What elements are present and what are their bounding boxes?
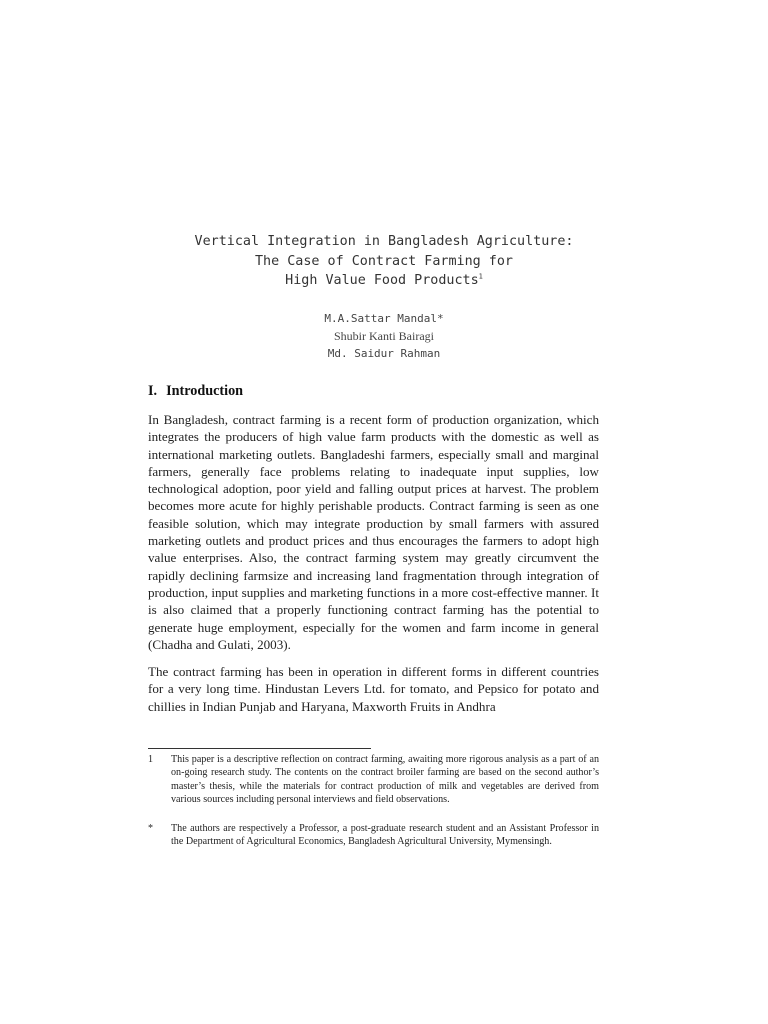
footnote-2 [148,822,599,849]
author-1: M.A.Sattar Mandal* [324,312,444,325]
paragraph-1: In Bangladesh, contract farming is a recent form of production organization, which integrates the producers of high value farm products with the domestic as well as international marketing outlets. Bangladeshi farmers, especially small and marginal farmers, generally face problems relating to inadequate input supplies, low technological adoption, poor yield and falling output prices at harvest. The problem becomes more acute for highly perishable products. Contract farming is seen as one feasible solution, which may integrate production by small farmers with assured marketing outlets and product prices and thus encourages the farmers to adopt high value enterprises. Also, the contract farming system may greatly circumvent the rapidly declining farmsize and increasing land fragmentation through integration of production, input supplies and marketing functions in a more cost-effective manner. It is also claimed that a properly functioning contract farming has the potential to generate huge employment, especially for the women and farm income in general (Chadha and Gulati, 2003). [148,412,599,652]
title-line-1: Vertical Integration in Bangladesh Agriculture: [194,234,574,249]
section-title: Introduction [166,383,244,399]
footnote-2-text: The authors are respectively a Professor, a post-graduate research student and an Assistant Professor in the Department of Agricultural Economics, Bangladesh Agricultural University, Mymensingh. [171,823,599,848]
section-heading [148,383,243,400]
title-line-2: The Case of Contract Farming for [255,253,513,269]
author-list [0,310,768,363]
section-number: I. [148,383,158,399]
title-footnote-ref: 1 [478,272,483,281]
title-line-3-text: High Value Food Products [285,273,479,288]
author-3: Md. Saidur Rahman [327,347,441,360]
footnote-2-mark: * [148,823,154,834]
footnote-divider [148,748,371,749]
footnote-1 [148,753,599,807]
author-2: Shubir Kanti Bairagi [334,328,434,343]
paragraph-2: The contract farming has been in operation in different forms in different countries for a very long time. Hindustan Levers Ltd. for tomato, and Pepsico for potato and chillies in Indian Punjab and Haryana, Maxworth Fruits in Andhra [148,664,599,714]
footnote-1-mark: 1 [148,754,154,765]
title-line-3 [0,271,768,291]
paper-title [0,232,768,291]
footnote-1-text: This paper is a descriptive reflection on contract farming, awaiting more rigorous analysis as a part of an on-going research study. The contents on the contract broiler farming are based on the second author’s master’s thesis, while the materials for contract production of milk and vegetables are derived from various sources including personal interviews and field observations. [171,754,599,806]
